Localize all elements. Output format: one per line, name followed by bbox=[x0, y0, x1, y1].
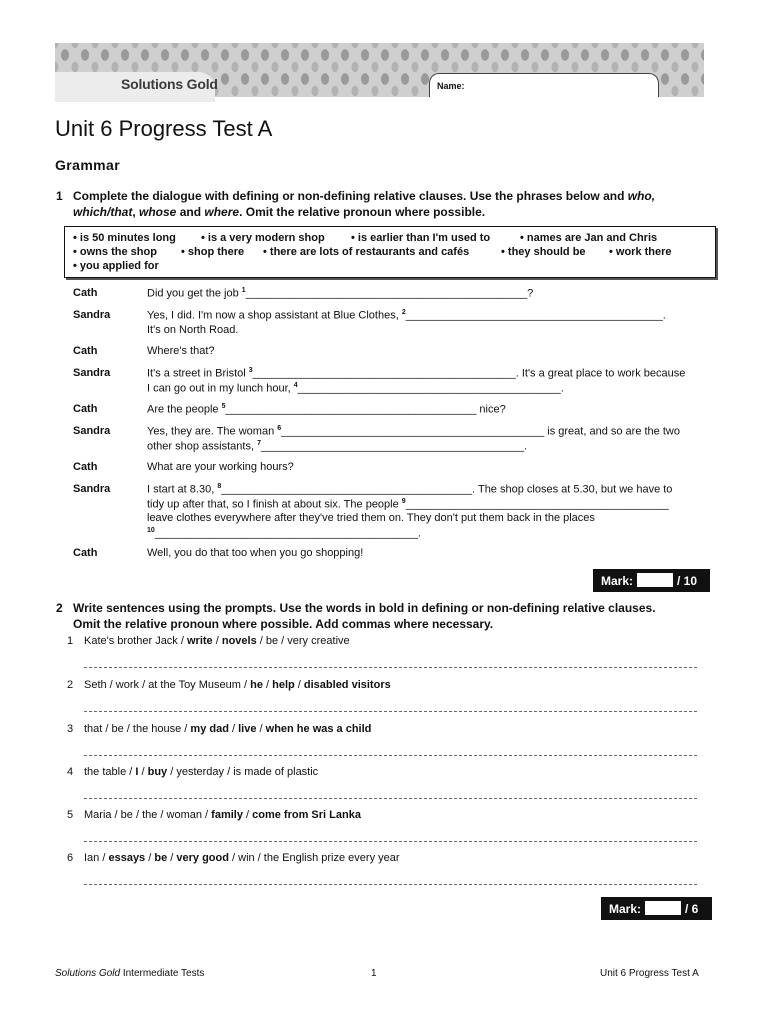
phrase-item: • work there bbox=[609, 246, 672, 258]
page-number: 1 bbox=[371, 968, 377, 979]
speaker-name: Sandra bbox=[73, 309, 111, 321]
speaker-name: Sandra bbox=[73, 367, 111, 379]
dialogue-line: It's a street in Bristol $^3$___________________________________________. It's a great place to work because bbox=[147, 367, 686, 380]
section-heading: Grammar bbox=[55, 157, 121, 173]
phrase-item: • they should be bbox=[501, 246, 586, 258]
gap-number: 10 bbox=[147, 526, 155, 534]
speaker-name: Sandra bbox=[73, 425, 111, 437]
name-label: Name: bbox=[437, 81, 465, 91]
page-title: Unit 6 Progress Test A bbox=[55, 116, 273, 141]
dialogue-line: I start at 8.30, $^8$_________________________________________. The shop closes at 5.30, but we have to bbox=[147, 483, 673, 496]
dialogue-line: Well, you do that too when you go shopping! bbox=[147, 547, 364, 559]
answer-line[interactable] bbox=[84, 884, 697, 885]
instruction-text: Complete the dialogue with defining or non-defining relative clauses. Use the phrases below and bbox=[73, 189, 628, 203]
speaker-name: Cath bbox=[73, 461, 98, 473]
answer-line[interactable] bbox=[84, 841, 697, 842]
gap-number: 2 bbox=[401, 309, 406, 316]
dialogue-line: It's on North Road. bbox=[147, 323, 239, 336]
name-underline bbox=[429, 97, 704, 98]
dialogue-line: tidy up after that, so I finish at about six. The people $^9$___________________________________________ bbox=[147, 497, 669, 511]
answer-line[interactable] bbox=[84, 755, 697, 756]
phrase-item: • owns the shop bbox=[73, 246, 157, 258]
item-number: 2 bbox=[67, 679, 74, 691]
exercise-2-number: 2 bbox=[56, 601, 63, 615]
dialogue-line: Where's that? bbox=[147, 345, 215, 357]
phrase-item: • you applied for bbox=[73, 260, 159, 272]
instruction-comma: , bbox=[132, 205, 140, 219]
speaker-name: Cath bbox=[73, 287, 98, 299]
instruction-whose: whose bbox=[139, 205, 177, 219]
phrase-item: • is earlier than I'm used to bbox=[351, 232, 491, 244]
instruction-where: where bbox=[204, 205, 240, 219]
exercise-1-instruction bbox=[73, 188, 713, 220]
mark-label: Mark: bbox=[609, 901, 642, 916]
phrase-item: • is a very modern shop bbox=[201, 232, 325, 244]
dialogue-line: Yes, they are. The woman $^6$___________________________________________ is great, and so are the two bbox=[147, 425, 680, 438]
footer-level: Intermediate Tests bbox=[120, 968, 205, 979]
phrase-item: • shop there bbox=[181, 246, 245, 258]
item-number: 1 bbox=[67, 635, 74, 647]
brand-logo-text: Solutions Gold bbox=[121, 76, 218, 92]
dialogue-line: leave clothes everywhere after they've tried them on. They don't put them back in the places bbox=[147, 512, 595, 524]
mark-label: Mark: bbox=[601, 573, 634, 588]
phrase-item: • there are lots of restaurants and cafés bbox=[263, 246, 470, 258]
item-number: 6 bbox=[67, 852, 74, 864]
item-prompt: that / be / the house / my dad / live / when he was a child bbox=[84, 723, 372, 735]
speaker-name: Sandra bbox=[73, 483, 111, 495]
speaker-name: Cath bbox=[73, 403, 98, 415]
item-prompt: Seth / work / at the Toy Museum / he / help / disabled visitors bbox=[84, 679, 391, 691]
gap-number: 3 bbox=[248, 367, 253, 374]
dialogue-line: Did you get the job $^1$______________________________________________? bbox=[147, 287, 534, 300]
gap-number: 6 bbox=[277, 425, 282, 432]
gap-number: 7 bbox=[257, 439, 261, 447]
dialogue-line: What are your working hours? bbox=[147, 461, 294, 473]
footer-series: Solutions Gold bbox=[55, 968, 121, 979]
exercise-2-instruction bbox=[73, 600, 713, 632]
dialogue-line: Are the people $^5$_________________________________________ nice? bbox=[147, 403, 506, 416]
instruction-and: and bbox=[176, 205, 205, 219]
dialogue-line: Yes, I did. I'm now a shop assistant at Blue Clothes, $^2$__________________________________________. bbox=[147, 309, 666, 322]
instruction-line-1: Write sentences using the prompts. Use the words in bold in defining or non-defining relative clauses. bbox=[73, 601, 656, 615]
exercise-1-mark bbox=[593, 569, 710, 592]
dialogue-line: $^{10}$___________________________________________. bbox=[147, 526, 421, 540]
item-prompt: Ian / essays / be / very good / win / the English prize every year bbox=[84, 852, 400, 864]
footer-right: Unit 6 Progress Test A bbox=[600, 968, 699, 979]
instruction-who: who, bbox=[627, 189, 656, 203]
mark-input[interactable] bbox=[637, 573, 673, 588]
item-prompt: Maria / be / the / woman / family / come from Sri Lanka bbox=[84, 809, 361, 821]
exercise-1-number: 1 bbox=[56, 189, 63, 203]
mark-input[interactable] bbox=[645, 901, 681, 916]
answer-line[interactable] bbox=[84, 667, 697, 668]
mark-total: / 6 bbox=[685, 901, 699, 916]
gap-number: 5 bbox=[221, 403, 226, 410]
phrase-item: • is 50 minutes long bbox=[73, 232, 176, 244]
item-prompt: Kate's brother Jack / write / novels / be / very creative bbox=[84, 635, 350, 647]
item-number: 3 bbox=[67, 723, 74, 735]
exercise-2-mark bbox=[601, 897, 712, 920]
phrase-item: • names are Jan and Chris bbox=[520, 232, 658, 244]
gap-number: 8 bbox=[217, 483, 222, 490]
phrase-box bbox=[64, 226, 716, 278]
instruction-which: which/that bbox=[73, 205, 133, 219]
gap-number: 1 bbox=[241, 287, 246, 294]
speaker-name: Cath bbox=[73, 547, 98, 559]
mark-total: / 10 bbox=[677, 573, 698, 588]
item-prompt: the table / I / buy / yesterday / is made of plastic bbox=[84, 766, 319, 778]
gap-number: 9 bbox=[401, 497, 406, 505]
answer-line[interactable] bbox=[84, 711, 697, 712]
item-number: 4 bbox=[67, 766, 74, 778]
speaker-name: Cath bbox=[73, 345, 98, 357]
name-field-box[interactable] bbox=[429, 73, 659, 98]
dialogue-line: other shop assistants, $^7$___________________________________________. bbox=[147, 439, 528, 453]
gap-number: 4 bbox=[293, 381, 298, 389]
dialogue-line: I can go out in my lunch hour, $^4$___________________________________________. bbox=[147, 381, 564, 395]
instruction-text-end: . Omit the relative pronoun where possible. bbox=[239, 205, 486, 219]
instruction-line-2: Omit the relative pronoun where possible. Add commas where necessary. bbox=[73, 617, 494, 631]
answer-line[interactable] bbox=[84, 798, 697, 799]
footer-left bbox=[55, 968, 204, 979]
item-number: 5 bbox=[67, 809, 74, 821]
